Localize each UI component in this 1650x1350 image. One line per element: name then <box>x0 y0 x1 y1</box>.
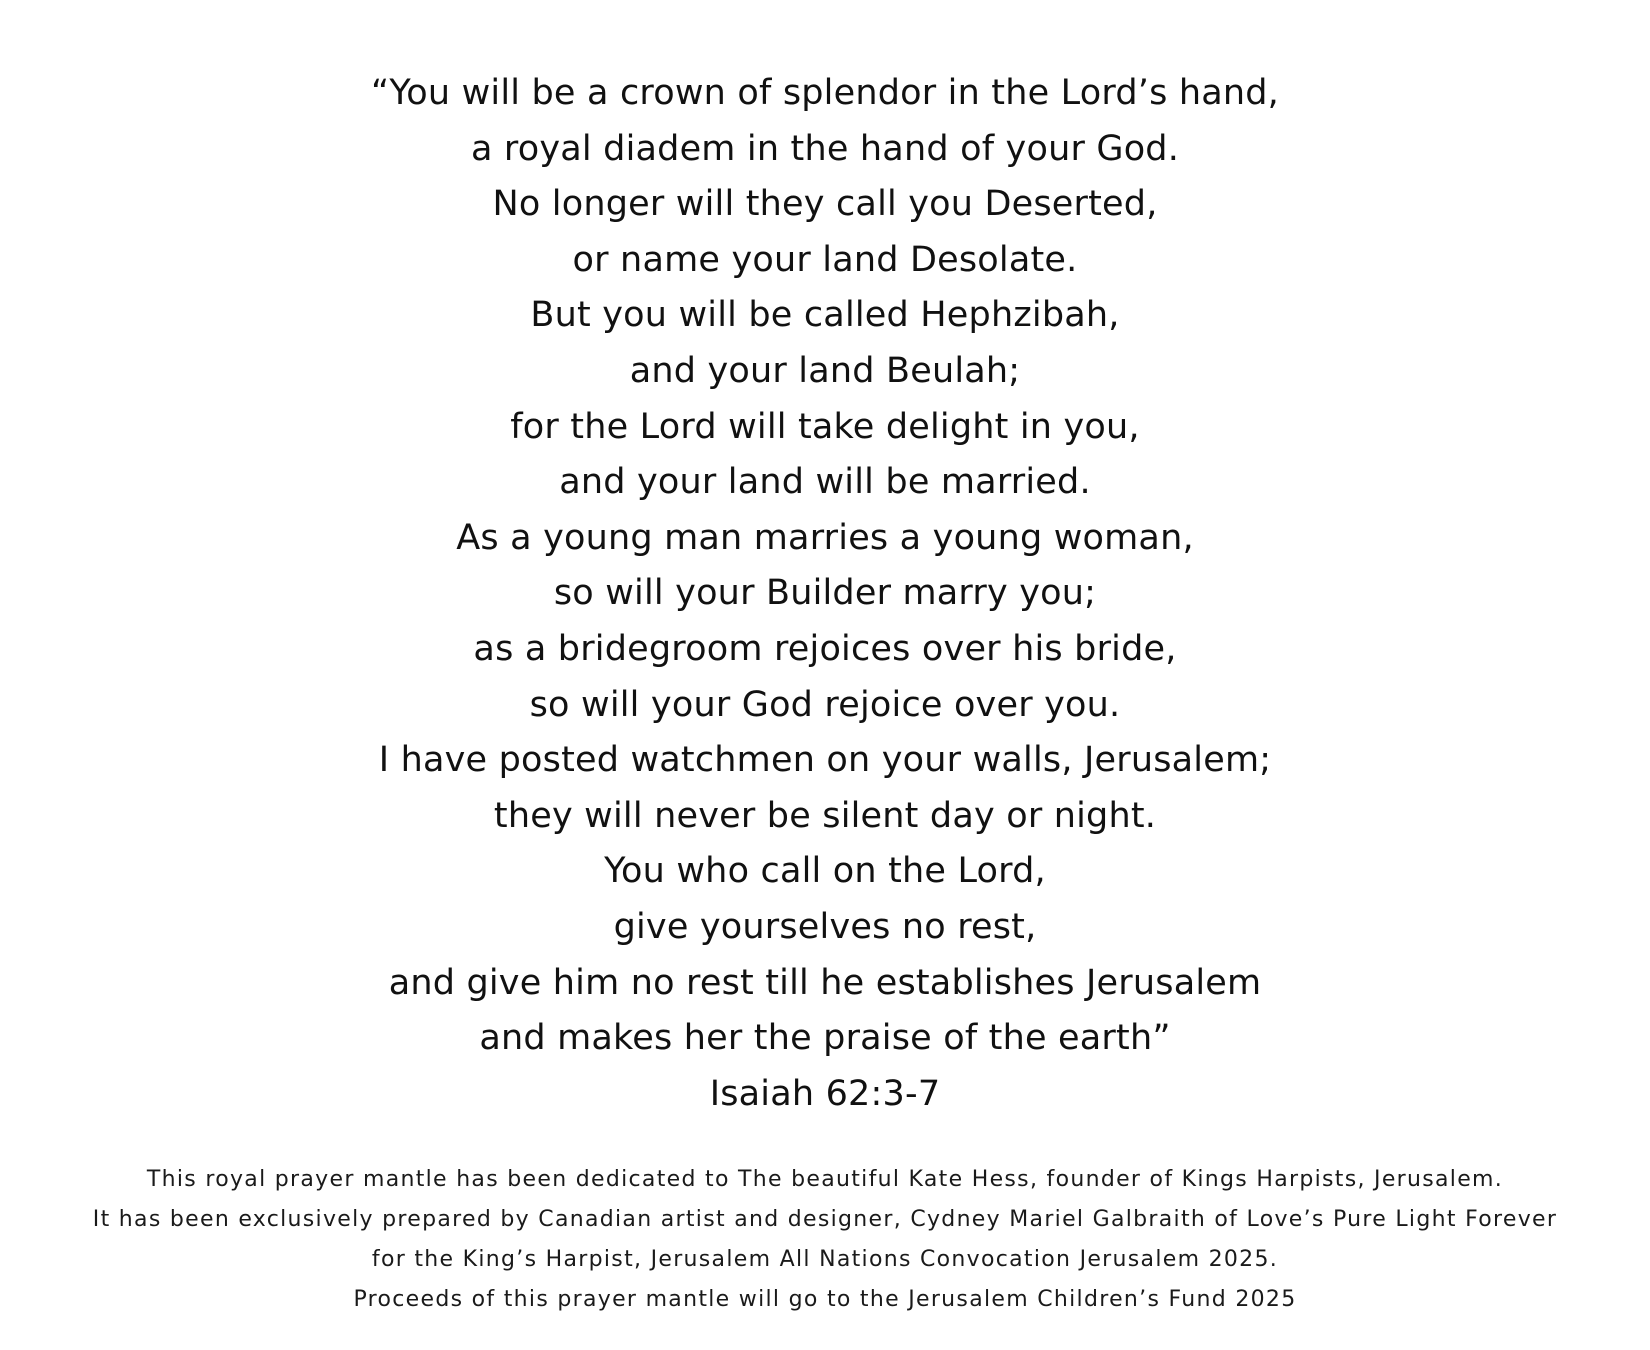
verse-line: As a young man marries a young woman, <box>456 517 1194 558</box>
verse-line: they will never be silent day or night. <box>493 795 1157 836</box>
verse-line: But you will be called Hephzibah, <box>530 295 1120 336</box>
verse-line: and give him no rest till he establishes Jerusalem <box>388 962 1262 1003</box>
dedication-line: for the King’s Harpist, Jerusalem All Nations Convocation Jerusalem 2025. <box>371 1247 1279 1272</box>
scripture-citation: Isaiah 62:3-7 <box>709 1073 941 1114</box>
verse-line: and your land Beulah; <box>629 350 1021 391</box>
verse-line: for the Lord will take delight in you, <box>510 406 1140 447</box>
verse-line: and your land will be married. <box>559 462 1091 503</box>
verse-line: You who call on the Lord, <box>604 851 1046 892</box>
verse-line: so will your Builder marry you; <box>553 573 1097 614</box>
verse-line: “You will be a crown of splendor in the Lord’s hand, <box>371 73 1279 113</box>
verse-line: a royal diadem in the hand of your God. <box>470 128 1180 169</box>
verse-line: No longer will they call you Deserted, <box>492 184 1158 225</box>
verse-line: or name your land Desolate. <box>572 239 1078 280</box>
verse-line: I have posted watchmen on your walls, Jerusalem; <box>378 740 1272 781</box>
verse-line: and makes her the praise of the earth” <box>479 1018 1171 1059</box>
scripture-verse <box>0 66 1650 1122</box>
dedication-line: This royal prayer mantle has been dedicated to The beautiful Kate Hess, founder of Kings Harpists, Jerusalem. <box>146 1167 1504 1192</box>
dedication-line: It has been exclusively prepared by Canadian artist and designer, Cydney Mariel Galbraith of Love’s Pure Light Forever <box>92 1207 1558 1232</box>
verse-line: as a bridegroom rejoices over his bride, <box>473 628 1177 669</box>
dedication-line: Proceeds of this prayer mantle will go to the Jerusalem Children’s Fund 2025 <box>353 1287 1297 1312</box>
verse-line: so will your God rejoice over you. <box>529 684 1121 725</box>
verse-line: give yourselves no rest, <box>613 906 1037 947</box>
dedication-text <box>0 1160 1650 1320</box>
